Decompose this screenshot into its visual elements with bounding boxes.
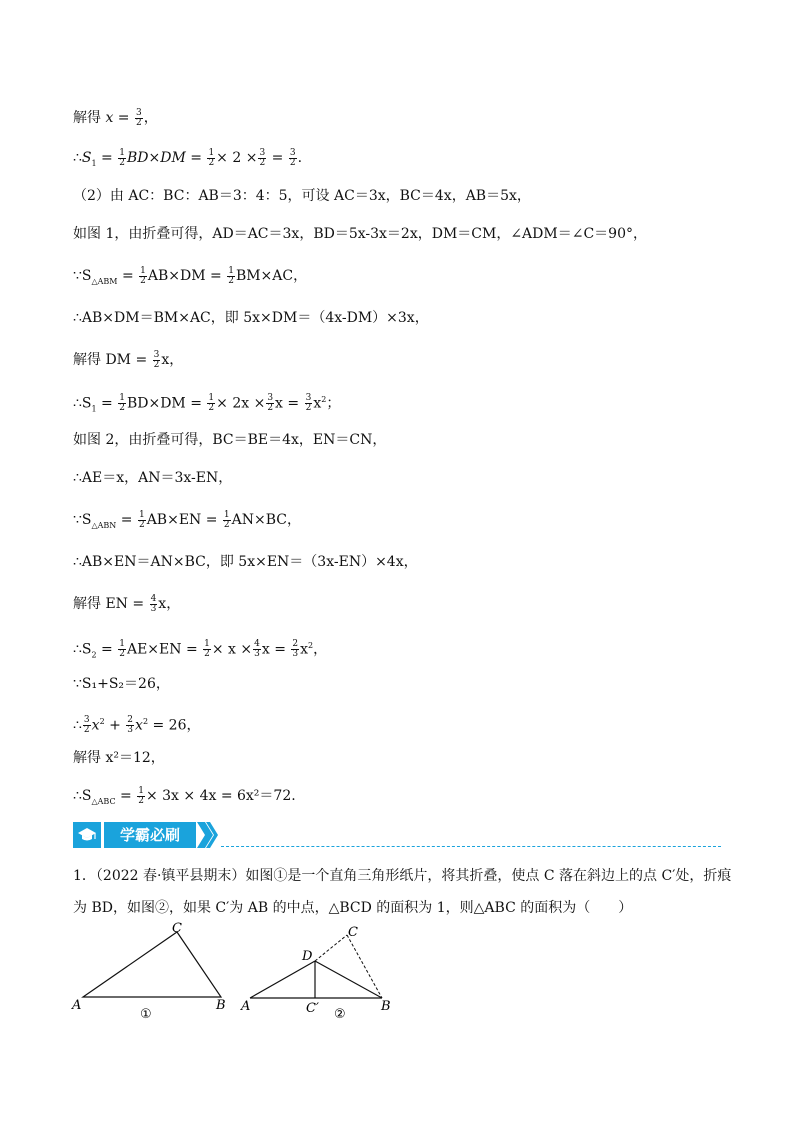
solution-line-3: （2）由 AC：BC：AB＝3：4：5，可设 AC＝3x，BC＝4x，AB＝5x， [73,188,531,204]
solution-line-4: 如图 1，由折叠可得，AD＝AC＝3x，BD＝5x-3x＝2x，DM＝CM，∠ADM＝∠C＝90°， [73,226,647,242]
section-banner [73,822,723,848]
graduation-cap-icon [73,822,101,848]
figure-caption-1: ① [140,1007,152,1022]
solution-line-5: $\because S_{\triangle ABM}$ = $\frac{1}{2}$ AB×DM = $\frac{1}{2}$ BM×AC， [73,265,308,286]
solution-line-2: $\therefore S_1$ = $\frac{1}{2}$ BD×DM = $\frac{1}{2}$ × 2 × $\frac{3}{2}$ = $\frac{3}{2}$ . [73,147,303,168]
figure-2-folded-triangle [236,918,400,1024]
solution-line-17: 解得 x²＝12， [73,750,165,766]
solution-line-13: 解得 EN = $\frac{4}{3}$ x， [73,593,181,614]
chevron-right-icon [197,822,221,848]
figure-caption-2: ② [334,1007,346,1022]
solution-line-8: $\therefore S_1$ = $\frac{1}{2}$ BD×DM = $\frac{1}{2}$ × 2x × $\frac{3}{2}$ x = $\frac{3}{2}$ $x^2$； [73,393,341,414]
label-C-prime: C′ [306,1001,319,1016]
label-C: C [348,925,358,940]
section-divider [221,846,721,847]
question-line-1: 1．（2022 春·镇平县期末）如图①是一个直角三角形纸片，将其折叠，使点 C 落在斜边上的点 C′处，折痕 [73,868,732,884]
solution-line-15: ∵S₁+S₂＝26， [73,676,170,692]
label-D: D [302,949,313,964]
solution-line-18: $\therefore S_{\triangle ABC}$ = $\frac{1}{2}$ × 3x × 4x = 6x²＝72. [73,785,296,806]
label-B: B [381,999,391,1014]
label-C: C [172,921,182,936]
solution-line-11: $\because S_{\triangle ABN}$ = $\frac{1}{2}$ AB×EN = $\frac{1}{2}$ AN×BC， [73,509,302,530]
solution-line-14: $\therefore S_2$ = $\frac{1}{2}$ AE×EN = $\frac{1}{2}$ × x × $\frac{4}{3}$ x = $\frac{2}{3}$ $x^2$， [73,639,328,660]
solution-line-16: ∴ $\frac{3}{2}$ $x^2$ + $\frac{2}{3}$ $x^2 = 26$， [73,715,201,736]
solution-line-10: ∴AE＝x，AN＝3x-EN， [73,470,233,486]
solution-line-9: 如图 2，由折叠可得，BC＝BE＝4x，EN＝CN， [73,432,387,448]
label-A: A [72,998,82,1013]
solution-line-12: ∴AB×EN＝AN×BC，即 5x×EN＝（3x-EN）×4x， [73,554,418,570]
label-B: B [216,998,226,1013]
figure-1-triangle [68,918,236,1024]
section-title: 学霸必刷 [104,822,196,848]
solution-line-7: 解得 DM = $\frac{3}{2}$ x， [73,349,184,370]
solution-line-1: 解得 x = $\frac{3}{2}$ ， [73,107,158,128]
solution-line-6: ∴AB×DM＝BM×AC，即 5x×DM＝（4x-DM）×3x， [73,310,429,326]
label-A: A [241,999,251,1014]
question-line-2: 为 BD，如图②，如果 C′为 AB 的中点，△BCD 的面积为 1，则△ABC 的面积为（ ） [73,900,633,916]
